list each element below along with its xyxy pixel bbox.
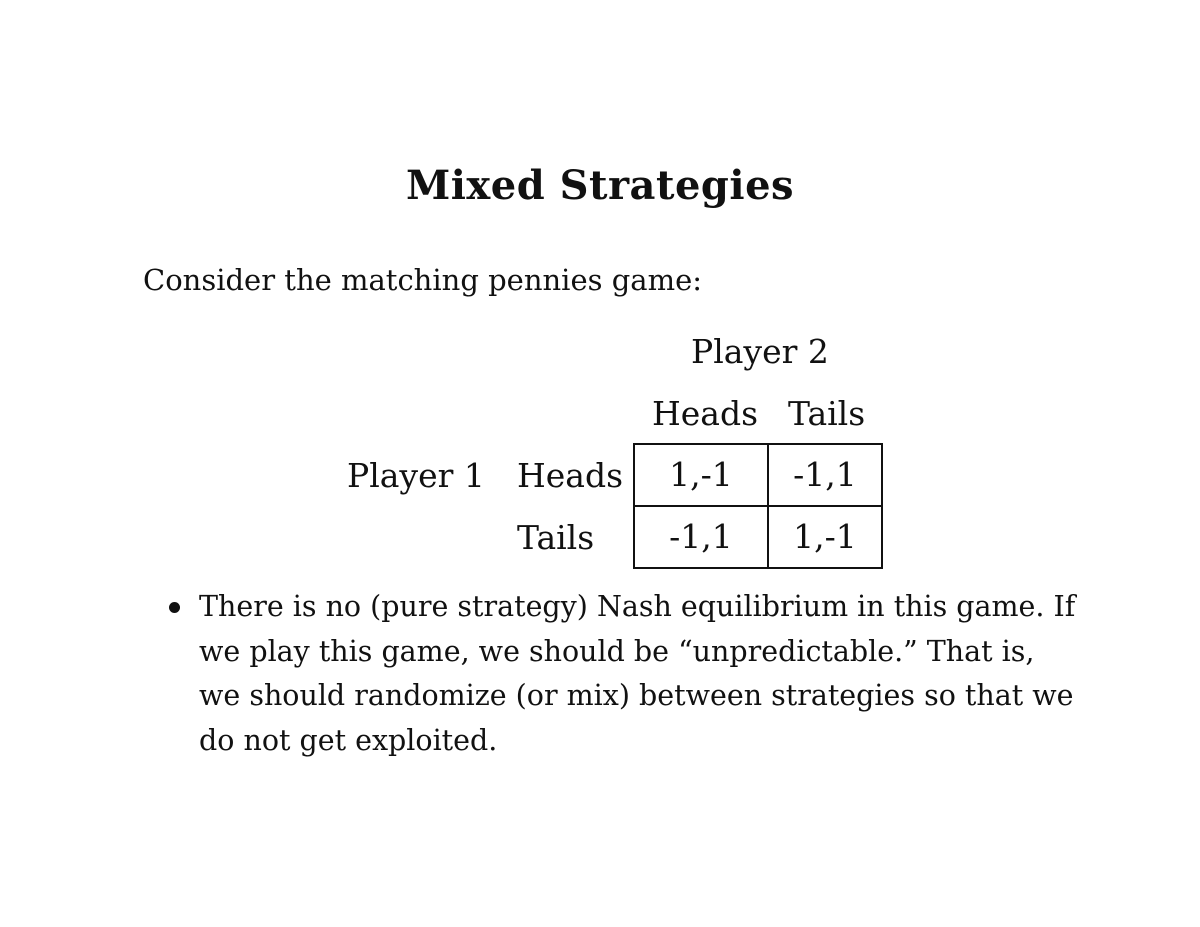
- row-header-heads: Heads: [517, 456, 624, 495]
- player-1-label: Player 1: [347, 456, 485, 495]
- intro-text: Consider the matching pennies game:: [143, 263, 703, 297]
- column-header-tails: Tails: [788, 394, 866, 433]
- payoff-cell-heads-heads: 1,-1: [634, 444, 768, 506]
- column-header-heads: Heads: [652, 394, 759, 433]
- payoff-row-tails: [634, 506, 882, 568]
- row-header-tails: Tails: [517, 518, 595, 557]
- bullet-item: [199, 585, 1079, 763]
- bullet-dot-icon: [169, 602, 180, 613]
- bullet-list: [199, 585, 1079, 763]
- payoff-row-heads: [634, 444, 882, 506]
- player-2-label: Player 2: [691, 332, 829, 371]
- payoff-cell-heads-tails: -1,1: [768, 444, 882, 506]
- slide-title: Mixed Strategies: [405, 162, 795, 209]
- payoff-matrix: [633, 443, 883, 569]
- bullet-text: There is no (pure strategy) Nash equilibrium in this game. If we play this game, we should be “unpredictable.” That is, we should randomize (or mix) between strategies so that we do not get exploited.: [199, 590, 1076, 757]
- payoff-cell-tails-heads: -1,1: [634, 506, 768, 568]
- payoff-cell-tails-tails: 1,-1: [768, 506, 882, 568]
